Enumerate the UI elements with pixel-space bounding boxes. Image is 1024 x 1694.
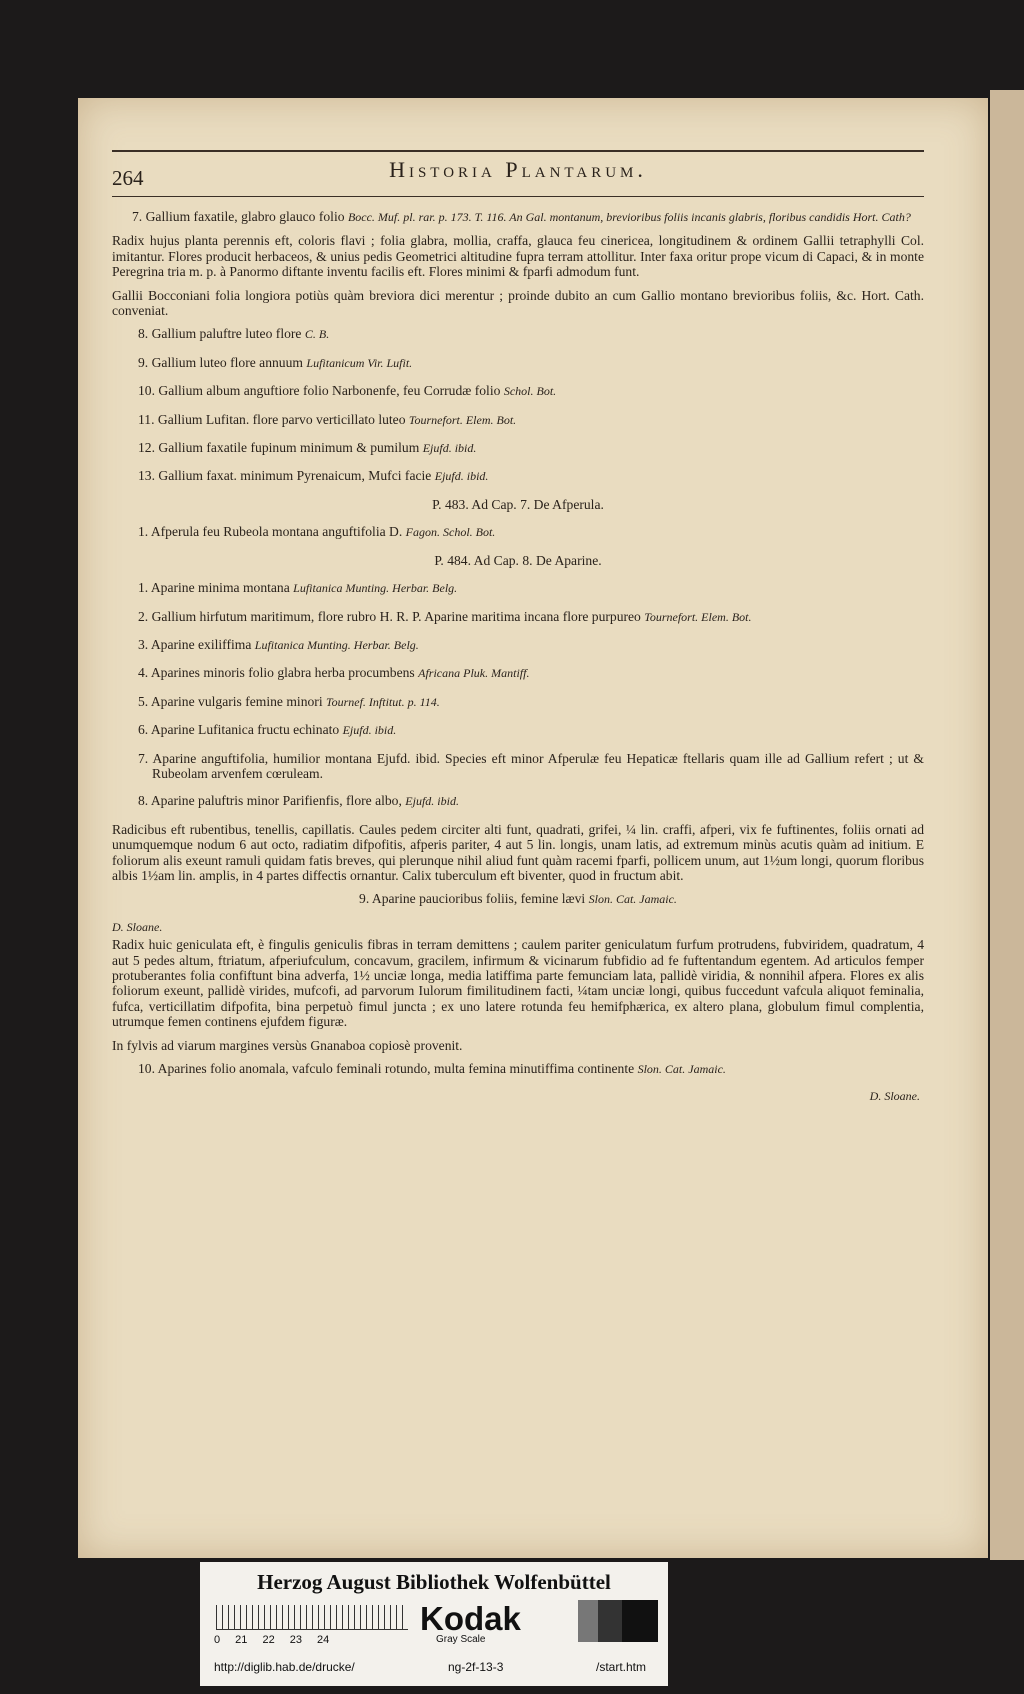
aparine-entry-8: 8. Aparine paluftris minor Parifienfis, flore albo, Ejufd. ibid. (138, 793, 459, 809)
section-head-asperula: P. 483. Ad Cap. 7. De Afperula. (432, 496, 604, 512)
signature-2: D. Sloane. (869, 1089, 920, 1104)
page-content (112, 150, 924, 1113)
running-head: Historia Plantarum. (389, 157, 647, 182)
paragraph-2: Gallii Bocconiani folia longiora potiùs quàm breviora dici merentur ; proinde dubito an cum Gallio montano brevioribus foliis, &c. Hort. Cath. conveniat. (112, 287, 924, 319)
aparine-entry-3: 3. Aparine exiliffima Lufitanica Munting. Herbar. Belg. (138, 636, 419, 652)
signature-1: D. Sloane. (112, 919, 163, 934)
entry-8: 8. Gallium paluftre luteo flore C. B. (138, 326, 330, 342)
scale-numbers: 0 21 22 23 24 (214, 1634, 330, 1646)
aparine-entry-2: 2. Gallium hirfutum maritimum, flore rubro H. R. P. Aparine maritima incana flore purpureo Tournefort. Elem. Bot. (138, 608, 752, 624)
entry-10: 10. Gallium album anguftiore folio Narbonenfe, feu Corrudæ folio Schol. Bot. (138, 383, 557, 399)
paragraph-4: Radix huic geniculata eft, è fingulis geniculis fibras in terram demittens ; caulem pariter geniculatum furfum protrudens, fubviridem, quadratum, 4 aut 5 pedes altum, ftriatum, afperiufculum, concavum, gracilem, infirmum & vicinarum fubfidio ad fe fuftentandum egentem. Ad articulos femper protuberantes folia confiftunt bina adverfa, 1½ unciæ longa, media latiffima parte femunciam lata, pallidè viridia, & nonnihil afpera. Flores ex alis foliorum exeunt, pallidè virides, mufcofi, ad parvorum Iulorum fimilitudinem facti, ¼tam unciæ longi, quibus fuccedunt vafcula aliquot feminalia, fufca, verticillatim difpofita, bina perpetuò fimul juncta ; ex uno latere rotunda feu hemifphærica, ex altero plana, globulum fimul complentia, utrumque femen continens ejufdem figuræ. (112, 937, 924, 1030)
start-path: /start.htm (596, 1660, 647, 1674)
shelf-signature: ng-2f-13-3 (448, 1660, 504, 1674)
aparine-entry-6: 6. Aparine Lufitanica fructu echinato Ejufd. ibid. (138, 722, 397, 738)
asperula-entry-1: 1. Afperula feu Rubeola montana anguftifolia D. Fagon. Schol. Bot. (138, 524, 496, 540)
aparine-entry-10: 10. Aparines folio anomala, vafculo feminali rotundo, multa femina minutiffima continente Slon. Cat. Jamaic. (138, 1061, 726, 1077)
scale-ruler (216, 1605, 408, 1630)
aparine-entry-9: 9. Aparine paucioribus foliis, femine lævi Slon. Cat. Jamaic. (359, 891, 677, 907)
paragraph-3: Radicibus eft rubentibus, tenellis, capillatis. Caules pedem circiter alti funt, quadrati, grifei, ¼ lin. craffi, afperi, vix fe fuftinentes, foliis ornati ad unumquemque nodum 6 aut octo, radiatim difpofitis, afperis pariter, 4 aut 5 lin. longis, unam latis, ad extremum minùs acutis quàm ad initium. E foliorum alis exeunt ramuli quidam fatis breves, qui plerunque nihil aliud funt quàm racemi fparfi, pollicem unum, aut 1½um longi, quorum floribus albis 1½am lin. amplis, in 4 partes diffectis ornantur. Calix tuberculum eft biventer, quod in fructum abit. (112, 821, 924, 883)
gray-scale-bar (578, 1600, 658, 1642)
aparine-entry-5: 5. Aparine vulgaris femine minori Tournef. Inftitut. p. 114. (138, 693, 440, 709)
library-name: Herzog August Bibliothek Wolfenbüttel (257, 1570, 611, 1594)
kodak-logo: Kodak (420, 1600, 521, 1637)
gray-scale-label: Gray Scale (436, 1634, 486, 1645)
entry-11: 11. Gallium Lufitan. flore parvo verticillato luteo Tournefort. Elem. Bot. (138, 411, 517, 427)
entry-13: 13. Gallium faxat. minimum Pyrenaicum, Mufci facie Ejufd. ibid. (138, 468, 489, 484)
entry-7: 7. Gallium faxatile, glabro glauco folio Bocc. Muf. pl. rar. p. 173. T. 116. An Gal. montanum, brevioribus foliis incanis glabris, floribus candidis Hort. Cath? (132, 209, 911, 224)
page-header (112, 150, 924, 197)
page-edge (990, 90, 1024, 1560)
paragraph-5: In fylvis ad viarum margines versùs Gnanaboa copiosè provenit. (112, 1037, 463, 1053)
entry-12: 12. Gallium faxatile fupinum minimum & pumilum Ejufd. ibid. (138, 440, 477, 456)
library-url: http://diglib.hab.de/drucke/ (214, 1660, 355, 1674)
paragraph-1: Radix hujus planta perennis eft, coloris flavi ; folia glabra, mollia, craffa, glauca feu cinericea, longitudinem & ordinem Gallii tetraphylli Col. imitantur. Flores producit herbaceos, & unius pedis Geometrici altitudine fupra terram attollitur. Inter faxa oritur prope vicum di Capaci, & in monte Peregrina tria m. p. à Panormo diftante inventu facilis eft. Flores minimi & fparfi admodum funt. (112, 233, 924, 280)
library-label (200, 1562, 668, 1686)
aparine-entry-7: 7. Aparine anguftifolia, humilior montana Ejufd. ibid. Species eft minor Afperulæ feu Hepaticæ ftellaris quam ille ad Gallium refert ; ut & Rubeolam arvenfem cœruleam. (138, 750, 924, 781)
section-head-aparine: P. 484. Ad Cap. 8. De Aparine. (434, 552, 602, 568)
aparine-entry-1: 1. Aparine minima montana Lufitanica Munting. Herbar. Belg. (138, 580, 458, 596)
entry-9: 9. Gallium luteo flore annuum Lufitanicum Vir. Lufit. (138, 354, 413, 370)
page-number: 264 (112, 166, 144, 190)
aparine-entry-4: 4. Aparines minoris folio glabra herba procumbens Africana Pluk. Mantiff. (138, 665, 530, 681)
